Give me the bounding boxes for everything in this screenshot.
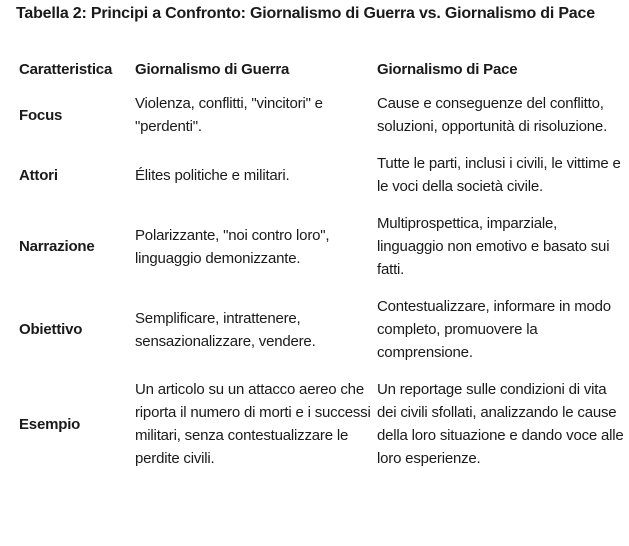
table-row [16,212,624,295]
row-pace-cell: Contestualizzare, informare in modo completo, promuovere la comprensione. [377,298,611,361]
table-header-row [16,58,624,92]
table-row [16,378,624,484]
comparison-table [16,58,624,484]
row-guerra-cell: Semplificare, intrattenere, sensazionalizzare, vendere. [135,309,316,350]
row-feature: Attori [19,166,58,184]
row-pace-cell: Multiprospettica, imparziale, linguaggio non emotivo e basato sui fatti. [377,215,610,278]
row-feature: Esempio [19,415,81,433]
row-feature: Obiettivo [19,321,83,338]
header-giornalismo-pace: Giornalismo di Pace [377,61,518,78]
row-guerra-cell: Polarizzante, "noi contro loro", linguaggio demonizzante. [135,226,330,267]
table-row [16,295,624,378]
table-row [16,92,624,152]
row-guerra-cell: Élites politiche e militari. [135,166,290,184]
row-pace-cell: Un reportage sulle condizioni di vita dei civili sfollati, analizzando le cause della loro situazione e dando voce alle loro esperienze. [377,381,624,467]
row-feature: Focus [19,106,63,124]
header-giornalismo-guerra: Giornalismo di Guerra [135,61,290,78]
row-guerra-cell: Violenza, conflitti, "vincitori" e "perdenti". [135,95,323,135]
row-guerra-cell: Un articolo su un attacco aereo che riporta il numero di morti e i successi militari, senza contestualizzare le perdite civili. [135,381,371,467]
row-pace-cell: Cause e conseguenze del conflitto, soluzioni, opportunità di risoluzione. [377,95,608,135]
row-feature: Narrazione [19,238,95,255]
table-row [16,152,624,212]
header-caratteristica: Caratteristica [19,61,113,78]
table-title: Tabella 2: Principi a Confronto: Giornalismo di Guerra vs. Giornalismo di Pace [16,5,595,22]
row-pace-cell: Tutte le parti, inclusi i civili, le vittime e le voci della società civile. [377,155,621,195]
